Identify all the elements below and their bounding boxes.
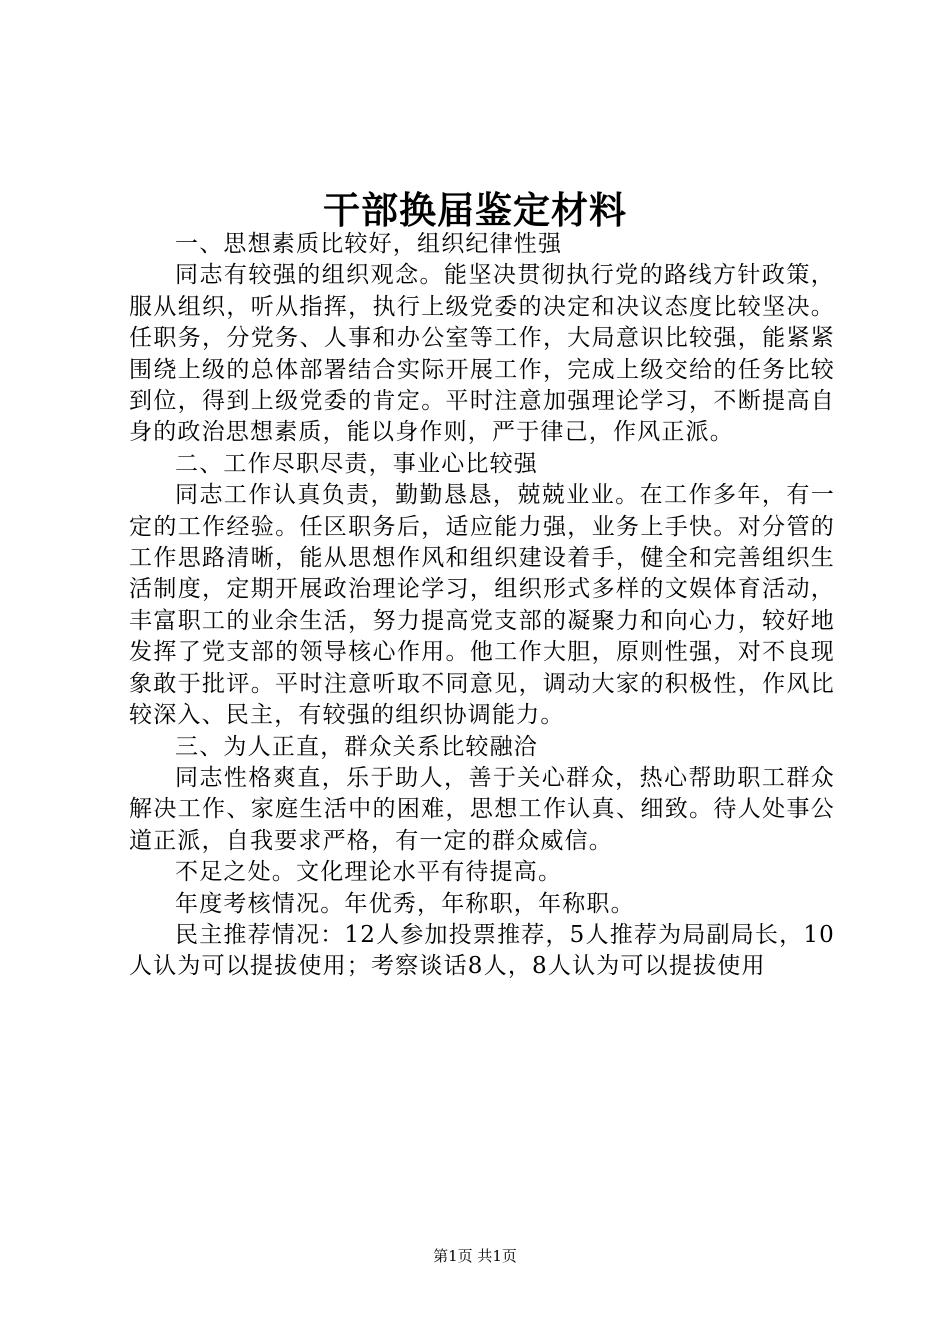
page-footer: 第1页 共1页 xyxy=(433,1247,517,1265)
section-heading-3: 三、为人正直，群众关系比较融洽 xyxy=(175,733,538,760)
paragraph-1: 同志有较强的组织观念。能坚决贯彻执行党的路线方针政策，服从组织，听从指挥，执行上级党委的决定和决议态度比较坚决。任职务，分党务、人事和办公室等工作，大局意识比较强，能紧紧围绕上级的总体部署结合实际开展工作，完成上级交给的任务比较到位，得到上级党委的肯定。平时注意加强理论学习，不断提高自身的政治思想素质，能以身作则，严于律己，作风正派。 xyxy=(129,262,835,446)
paragraph-shortcomings: 不足之处。文化理论水平有待提高。 xyxy=(175,859,563,886)
paragraph-annual-review: 年度考核情况。年优秀，年称职，年称职。 xyxy=(175,890,635,917)
section-heading-2: 二、工作尽职尽责，事业心比较强 xyxy=(175,450,538,477)
paragraph-2: 同志工作认真负责，勤勤恳恳，兢兢业业。在工作多年，有一定的工作经验。任区职务后，适应能力强，业务上手快。对分管的工作思路清晰，能从思想作风和组织建设着手，健全和完善组织生活制度，定期开展政治理论学习，组织形式多样的文娱体育活动，丰富职工的业余生活，努力提高党支部的凝聚力和向心力，较好地发挥了党支部的领导核心作用。他工作大胆，原则性强，对不良现象敢于批评。平时注意听取不同意见，调动大家的积极性，作风比较深入、民主，有较强的组织协调能力。 xyxy=(129,482,835,729)
paragraph-3: 同志性格爽直，乐于助人，善于关心群众，热心帮助职工群众解决工作、家庭生活中的困难，思想工作认真、细致。待人处事公道正派，自我要求严格，有一定的群众威信。 xyxy=(129,764,835,854)
document-title: 干部换届鉴定材料 xyxy=(323,188,627,232)
section-heading-1: 一、思想素质比较好，组织纪律性强 xyxy=(175,231,563,257)
document-body xyxy=(129,229,835,983)
paragraph-recommendation: 民主推荐情况：12人参加投票推荐，5人推荐为局副局长，10人认为可以提拔使用；考察谈话8人，8人认为可以提拔使用 xyxy=(129,921,835,980)
